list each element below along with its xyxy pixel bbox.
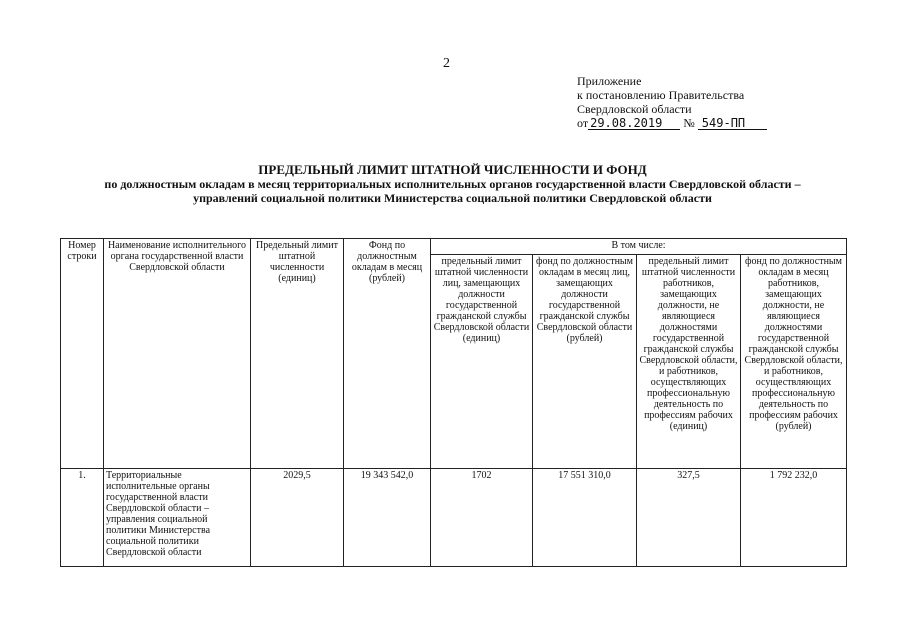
header-including: В том числе: — [431, 239, 847, 255]
page-number: 2 — [443, 56, 450, 71]
header-row — [61, 239, 847, 255]
cell-sub-2: 17 551 310,0 — [533, 469, 637, 567]
date-prefix: от — [577, 116, 589, 130]
resolution-date: 29.08.2019 — [588, 117, 680, 130]
table-row — [61, 469, 847, 567]
appendix-header — [577, 74, 767, 130]
header-fund: Фонд по должностным окладам в месяц (рублей) — [344, 239, 431, 469]
document-title — [60, 163, 845, 205]
staff-limit-table — [60, 238, 847, 567]
cell-staff-limit: 2029,5 — [251, 469, 344, 567]
header-staff-limit: Предельный лимит штатной численности (единиц) — [251, 239, 344, 469]
header-name: Наименование исполнительного органа государственной власти Свердловской области — [104, 239, 251, 469]
header-sub-2: фонд по должностным окладам в месяц лиц, замещающих должности государственной гражданской службы Свердловской области (рублей) — [533, 255, 637, 469]
title-line-1: ПРЕДЕЛЬНЫЙ ЛИМИТ ШТАТНОЙ ЧИСЛЕННОСТИ И ФОНД — [258, 162, 647, 177]
cell-sub-3: 327,5 — [637, 469, 741, 567]
header-sub-3: предельный лимит штатной численности работников, замещающих должности, не являющиеся должностями государственной гражданской службы Свердловской области, и работников, осуществляющих профессиональную деятельность по профессиям рабочих (единиц) — [637, 255, 741, 469]
title-line-2: по должностным окладам в месяц территориальных исполнительных органов государственной власти Свердловской области – — [104, 177, 801, 191]
cell-fund: 19 343 542,0 — [344, 469, 431, 567]
cell-name: Территориальные исполнительные органы государственной власти Свердловской области – управления социальной политики Министерства социальной политики Свердловской области — [104, 469, 251, 567]
header-sub-1: предельный лимит штатной численности лиц, замещающих должности государственной гражданской службы Свердловской области (единиц) — [431, 255, 533, 469]
header-sub-4: фонд по должностным окладам в месяц работников, замещающих должности, не являющиеся должностями государственной гражданской службы Свердловской области, и работников, осуществляющих профессиональную деятельность по профессиям рабочих (рублей) — [741, 255, 847, 469]
appendix-line-2: к постановлению Правительства — [577, 88, 745, 102]
appendix-date-line — [577, 116, 767, 130]
title-line-3: управлений социальной политики Министерства социальной политики Свердловской области — [193, 191, 712, 205]
header-row-number: Номер строки — [61, 239, 104, 469]
number-prefix: № — [683, 116, 695, 130]
appendix-line-1: Приложение — [577, 74, 642, 88]
appendix-line-3: Свердловской области — [577, 102, 692, 116]
cell-num: 1. — [61, 469, 104, 567]
cell-sub-1: 1702 — [431, 469, 533, 567]
cell-sub-4: 1 792 232,0 — [741, 469, 847, 567]
resolution-number: 549-ПП — [698, 117, 767, 130]
